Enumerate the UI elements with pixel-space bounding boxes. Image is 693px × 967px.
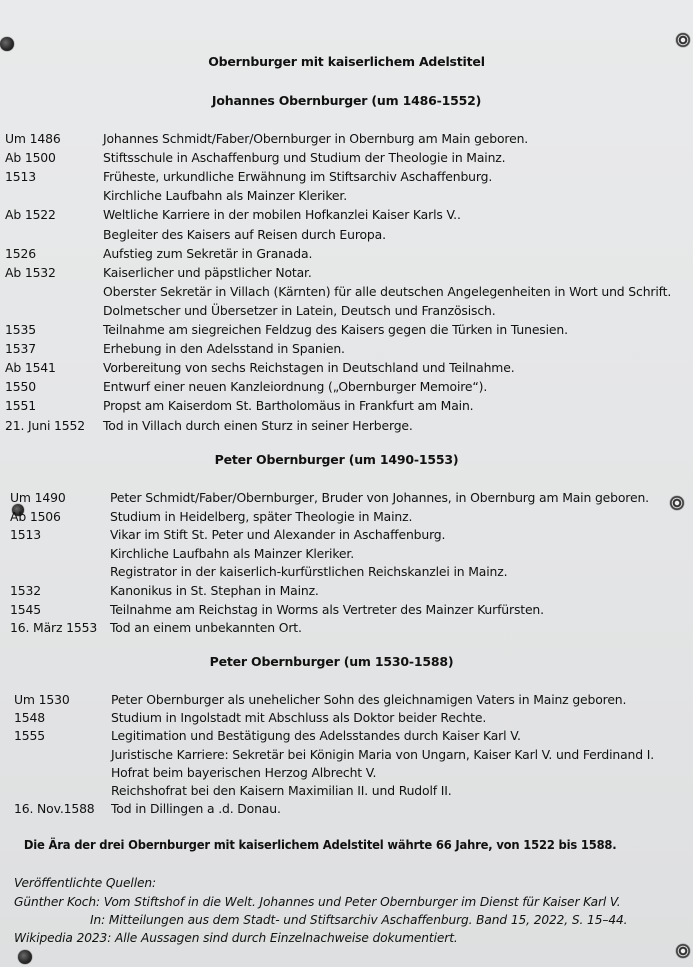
timeline-text: Tod an einem unbekannten Ort. [110,620,302,636]
screw-icon [676,944,690,958]
timeline-date: 21. Juni 1552 [5,417,85,433]
timeline-date: Ab 1522 [5,207,56,223]
timeline-text: Propst am Kaiserdom St. Bartholomäus in Frankfurt am Main. [103,398,474,414]
timeline-date: 1526 [5,245,36,261]
section-heading: Peter Obernburger (um 1530-1588) [209,654,454,669]
timeline-text: Teilnahme am siegreichen Feldzug des Kaisers gegen die Türken in Tunesien. [103,322,568,337]
timeline-text: Aufstieg zum Sekretär in Granada. [103,245,313,261]
timeline-date: 1548 [14,710,45,726]
timeline-date: 1537 [5,341,36,357]
page-title: Obernburger mit kaiserlichem Adelstitel [208,54,485,69]
timeline-text: Reichshofrat bei den Kaisern Maximilian II. und Rudolf II. [111,783,452,798]
timeline-date: 1532 [10,583,41,598]
timeline-text: Erhebung in den Adelsstand in Spanien. [103,341,345,357]
screw-icon [676,33,690,47]
timeline-date: 1555 [14,728,45,744]
timeline-date: 16. Nov.1588 [14,801,95,817]
timeline-text: Legitimation und Bestätigung des Adelsstandes durch Kaiser Karl V. [111,728,521,744]
timeline-date: Ab 1506 [10,508,61,524]
screw-icon [670,496,684,510]
timeline-text: Kanonikus in St. Stephan in Mainz. [110,583,319,598]
timeline-date: 16. März 1553 [10,620,98,636]
timeline-text: Teilnahme am Reichstag in Worms als Vertreter des Mainzer Kurfürsten. [110,601,544,617]
timeline-date: Ab 1532 [5,264,56,280]
timeline-text: Früheste, urkundliche Erwähnung im Stiftsarchiv Aschaffenburg. [103,169,493,185]
timeline-text: Registrator in der kaiserlich-kurfürstlichen Reichskanzlei in Mainz. [110,564,508,580]
screw-icon [18,950,32,964]
timeline-text: Vorbereitung von sechs Reichstagen in Deutschland und Teilnahme. [103,360,515,376]
timeline-text: Kirchliche Laufbahn als Mainzer Kleriker. [110,545,354,561]
source-citation: In: Mitteilungen aus dem Stadt- und Stiftsarchiv Aschaffenburg. Band 15, 2022, S. 15–44. [90,913,628,927]
section-heading: Peter Obernburger (um 1490-1553) [214,452,459,467]
source-citation: Wikipedia 2023: Alle Aussagen sind durch Einzelnachweise dokumentiert. [14,931,458,945]
timeline-text: Entwurf einer neuen Kanzleiordnung („Obernburger Memoire“). [103,379,488,395]
timeline-date: 1551 [5,398,36,414]
timeline-text: Peter Schmidt/Faber/Obernburger, Bruder von Johannes, in Obernburg am Main geboren. [110,490,649,505]
timeline-date: 1513 [10,527,41,543]
timeline-date: 1513 [5,169,36,185]
source-citation: Günther Koch: Vom Stiftshof in die Welt. Johannes und Peter Obernburger im Dienst für Kaiser Karl V. [14,895,621,909]
timeline-text: Vikar im Stift St. Peter und Alexander in Aschaffenburg. [110,527,446,543]
timeline-text: Kirchliche Laufbahn als Mainzer Kleriker. [103,188,347,204]
timeline-date: Um 1486 [5,131,61,146]
timeline-text: Johannes Schmidt/Faber/Obernburger in Obernburg am Main geboren. [103,131,529,146]
timeline-date: 1535 [5,322,36,337]
timeline-date: Ab 1500 [5,150,56,166]
screw-icon [0,37,14,51]
timeline-text: Studium in Heidelberg, später Theologie in Mainz. [110,508,413,524]
section-heading: Johannes Obernburger (um 1486-1552) [211,93,482,108]
timeline-text: Tod in Dillingen a .d. Donau. [111,801,281,817]
sources-heading: Veröffentlichte Quellen: [14,876,157,890]
timeline-date: 1550 [5,379,36,395]
timeline-text: Studium in Ingolstadt mit Abschluss als Doktor beider Rechte. [111,710,487,726]
timeline-date: Um 1530 [14,692,70,707]
timeline-text: Peter Obernburger als unehelicher Sohn des gleichnamigen Vaters in Mainz geboren. [111,692,627,707]
timeline-date: Um 1490 [10,490,66,505]
timeline-text: Tod in Villach durch einen Sturz in seiner Herberge. [103,417,413,433]
timeline-text: Kaiserlicher und päpstlicher Notar. [103,264,312,280]
timeline-text: Oberster Sekretär in Villach (Kärnten) für alle deutschen Angelegenheiten in Wort und Schrift. [103,283,672,299]
timeline-text: Juristische Karriere: Sekretär bei Königin Maria von Ungarn, Kaiser Karl V. und Ferdinand I. [111,746,655,762]
timeline-text: Stiftsschule in Aschaffenburg und Studium der Theologie in Mainz. [103,150,506,166]
timeline-date: 1545 [10,601,41,617]
timeline-text: Hofrat beim bayerischen Herzog Albrecht V. [111,764,377,780]
timeline-text: Weltliche Karriere in der mobilen Hofkanzlei Kaiser Karls V.. [103,207,461,223]
summary-statement: Die Ära der drei Obernburger mit kaiserlichem Adelstitel währte 66 Jahre, von 1522 bis 1588. [23,837,617,852]
timeline-text: Dolmetscher und Übersetzer in Latein, Deutsch und Französisch. [103,302,496,318]
timeline-date: Ab 1541 [5,360,56,376]
timeline-text: Begleiter des Kaisers auf Reisen durch Europa. [103,226,386,242]
